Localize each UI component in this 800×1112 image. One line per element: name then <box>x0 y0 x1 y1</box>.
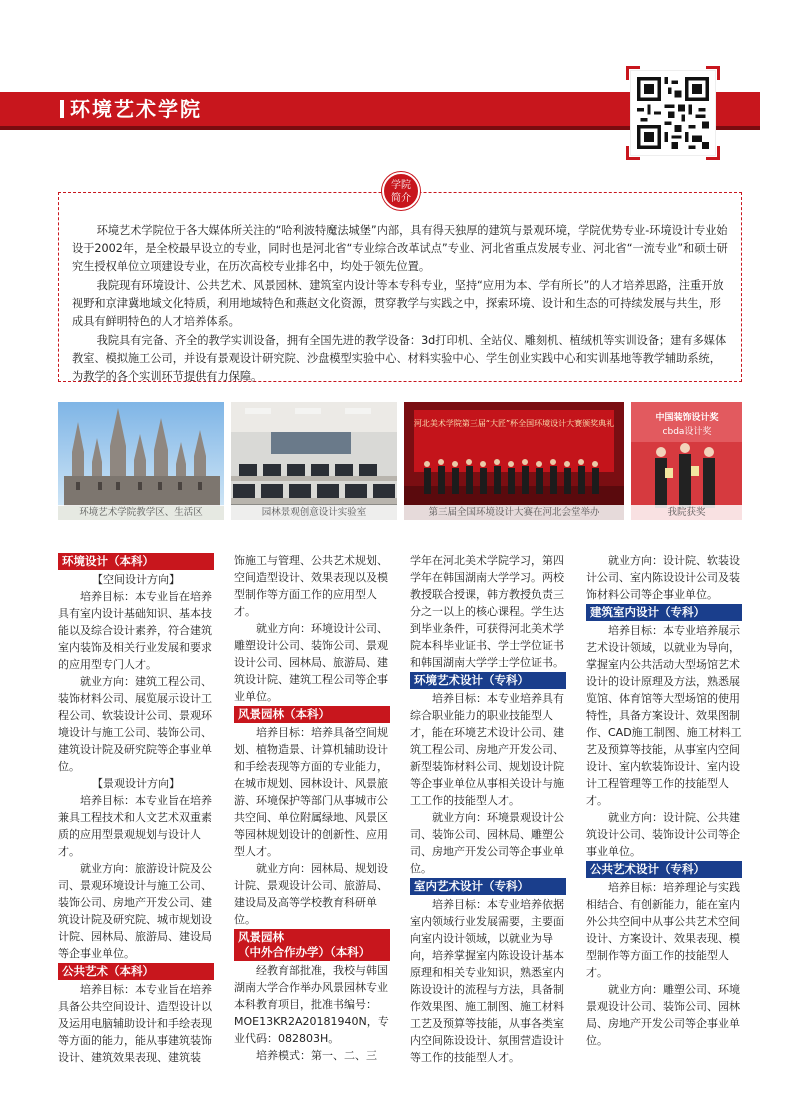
landscape-job: 就业方向：旅游设计院及公司、景观环境设计与施工公司、装饰公司、房地产开发公司、建筑设计院及研究院、城市规划设计院、园林局、旅游局、建设局等企事业单位。 <box>58 862 212 960</box>
photo-award-text-2: cbda设计奖 <box>662 427 712 437</box>
section-title-landscape-architecture: 风景园林（本科） <box>234 706 390 723</box>
qr-code-icon <box>637 77 709 149</box>
photo-award-text-1: 中国装饰设计奖 <box>655 413 719 423</box>
column-3 <box>410 552 566 1066</box>
cooperative-program-text: 经教育部批准，我校与韩国湖南大学合作举办风景园林专业本科教育项目，批准书编号：MOE13KR2A20181940N，专业代码：082803H。 <box>234 964 389 1045</box>
public-art-design-job: 就业方向：雕塑公司、环境景观设计公司、装饰公司、园林局、房地产开发公司等企事业单位。 <box>586 983 740 1047</box>
space-job: 就业方向：建筑工程公司、装饰材料公司、展览展示设计工程公司、软装设计公司、景观环境设计与施工公司、装饰公司、建筑设计院及研究院等企事业单位。 <box>58 675 212 773</box>
header-accent-bar <box>60 100 64 118</box>
qr-code-frame <box>630 70 716 156</box>
intro-paragraph-1: 环境艺术学院位于各大媒体所关注的“哈利波特魔法城堡”内部，具有得天独厚的建筑与景观环境，学院优势专业-环境设计专业始设于2002年，是全校最早设立的专业，同时也是河北省“专业综合改革试点”专业、河北省重点发展专业、河北省“一流专业”和硕士研究生授权单位立项建设专业，在历次高校专业排名中，均处于领先位置。 <box>72 224 728 273</box>
interior-art-goal: 培养目标：本专业培养依据室内领域行业发展需要，主要面向室内设计领域，以就业为导向，培养掌握室内陈设设计基本原理和相关专业知识，熟悉室内陈设设计的流程与方法，具备制作效果图、施工制图、施工材料工艺及预算等技能，从事各类室内空间陈设设计、氛围营造设计等工作的技能型人才。 <box>410 898 564 1064</box>
public-art-design-goal: 培养目标：培养理论与实践相结合、有创新能力，能在室内外公共空间中从事公共艺术空间设计、方案设计、效果表现、模型制作等方面工作的技能型人才。 <box>586 881 740 979</box>
interior-art-job: 就业方向：设计院、软装设计公司、室内陈设设计公司及装饰材料公司等企事业单位。 <box>586 554 740 601</box>
page-title: 环境艺术学院 <box>70 97 202 121</box>
intro-text <box>72 222 728 387</box>
intro-paragraph-3: 我院具有完备、齐全的教学实训设备，拥有全国先进的教学设备：3d打印机、全站仪、雕刻机、植绒机等实训设备；建有多媒体教室、模拟施工公司，并设有景观设计研究院、沙盘模型实验中心、材料实验中心、学生创业实践中心和实训基地等教学辅助系统，为教学的各个实训环节提供有力保障。 <box>72 334 727 383</box>
column-1 <box>58 552 214 1066</box>
subsection-landscape-design: 【景观设计方向】 <box>92 777 180 790</box>
photo-caption: 我院获奖 <box>631 505 742 520</box>
section-title-cooperative-program: 风景园林 （中外合作办学）（本科） <box>234 929 390 961</box>
public-art-goal-continued: 饰施工与管理、公共艺术规划、空间造型设计、效果表现以及模型制作等方面工作的应用型人才。 <box>234 554 388 618</box>
column-4 <box>586 552 742 1049</box>
photo-banner-text: 河北美术学院第三届“大匠”杯全国环境设计大赛颁奖典礼 <box>413 419 615 428</box>
public-art-goal: 培养目标：本专业旨在培养具备公共空间设计、造型设计以及运用电脑辅助设计和手绘表现等方面的能力，能从事建筑装饰设计、建筑效果表现、建筑装 <box>58 983 212 1064</box>
section-title-architecture-interior-design: 建筑室内设计（专科） <box>586 604 742 621</box>
environment-art-job: 就业方向：环境景观设计公司、装饰公司、园林局、雕塑公司、房地产开发公司等企事业单位。 <box>410 811 564 875</box>
landscape-architecture-job: 就业方向：园林局、规划设计院、景观设计公司、旅游局、建设局及高等学校教育科研单位。 <box>234 862 388 926</box>
space-goal: 培养目标：本专业旨在培养具有室内设计基础知识、基本技能以及综合设计素养，符合建筑室内装饰及相关行业发展和要求的应用型专门人才。 <box>58 590 212 671</box>
column-2 <box>234 552 390 1064</box>
landscape-goal: 培养目标：本专业旨在培养兼具工程技术和人文艺术双重素质的应用型景观规划与设计人才。 <box>58 794 212 858</box>
intro-paragraph-2: 我院现有环境设计、公共艺术、风景园林、建筑室内设计等本专科专业，坚持“应用为本、学有所长”的人才培养思路，注重开放视野和京津冀地域文化特质，利用地域特色和燕赵文化资源，贯穿教学与实践之中，探索环境、设计和生态的可持续发展与共生，形成具有鲜明特色的人才培养体系。 <box>72 279 724 328</box>
photo-award <box>631 402 742 520</box>
cooperative-program-mode-continued: 学年在河北美术学院学习，第四学年在韩国湖南大学学习。两校教授联合授课，韩方教授负责三分之一以上的核心课程。学生达到毕业条件，可获得河北美术学院本科毕业证书、学士学位证书和韩国湖南大学学士学位证书。 <box>410 554 564 669</box>
architecture-interior-goal: 培养目标：本专业培养展示艺术设计领域，以就业为导向，掌握室内公共活动大型场馆艺术设计的设计原理及方法，熟悉展览馆、体育馆等大型场馆的使用特性，具备方案设计、效果图制作、CAD施工制图、施工材料工艺及预算等技能，从事室内空间设计、室内软装饰设计、室内设计工程管理等工作的技能型人才。 <box>586 624 742 807</box>
cooperative-program-mode: 培养模式：第一、二、三 <box>256 1049 377 1062</box>
subsection-space-design: 【空间设计方向】 <box>92 573 180 586</box>
photo-caption: 环境艺术学院教学区、生活区 <box>58 505 224 520</box>
photo-caption: 第三届全国环境设计大赛在河北会堂举办 <box>404 505 624 520</box>
section-title-interior-art-design: 室内艺术设计（专科） <box>410 878 566 895</box>
section-title-environment-design: 环境设计（本科） <box>58 553 214 570</box>
intro-badge: 学院 简介 <box>382 172 420 210</box>
photo-lab <box>231 402 397 520</box>
environment-art-goal: 培养目标：本专业培养具有综合职业能力的职业技能型人才，能在环境艺术设计公司、建筑工程公司、房地产开发公司、新型装饰材料公司、规划设计院等企事业单位从事相关设计与施工工作的技能型人才。 <box>410 692 564 807</box>
public-art-job: 就业方向：环境设计公司、雕塑设计公司、装饰公司、景观设计公司、园林局、旅游局、建筑设计院、建筑工程公司等企事业单位。 <box>234 622 388 703</box>
architecture-interior-job: 就业方向：设计院、公共建筑设计公司、装饰设计公司等企事业单位。 <box>586 811 740 858</box>
photo-caption: 园林景观创意设计实验室 <box>231 505 397 520</box>
section-title-environment-art-design: 环境艺术设计（专科） <box>410 672 566 689</box>
photo-campus <box>58 402 224 520</box>
photo-ceremony <box>404 402 624 520</box>
section-title-public-art: 公共艺术（本科） <box>58 963 214 980</box>
section-title-public-art-design: 公共艺术设计（专科） <box>586 861 742 878</box>
landscape-architecture-goal: 培养目标：培养具备空间规划、植物造景、计算机辅助设计和手绘表现等方面的专业能力，在城市规划、园林设计、风景旅游、环境保护等部门从事城市公共空间、单位附属绿地、风景区等园林规划设计的创新性、应用型人才。 <box>234 726 388 858</box>
